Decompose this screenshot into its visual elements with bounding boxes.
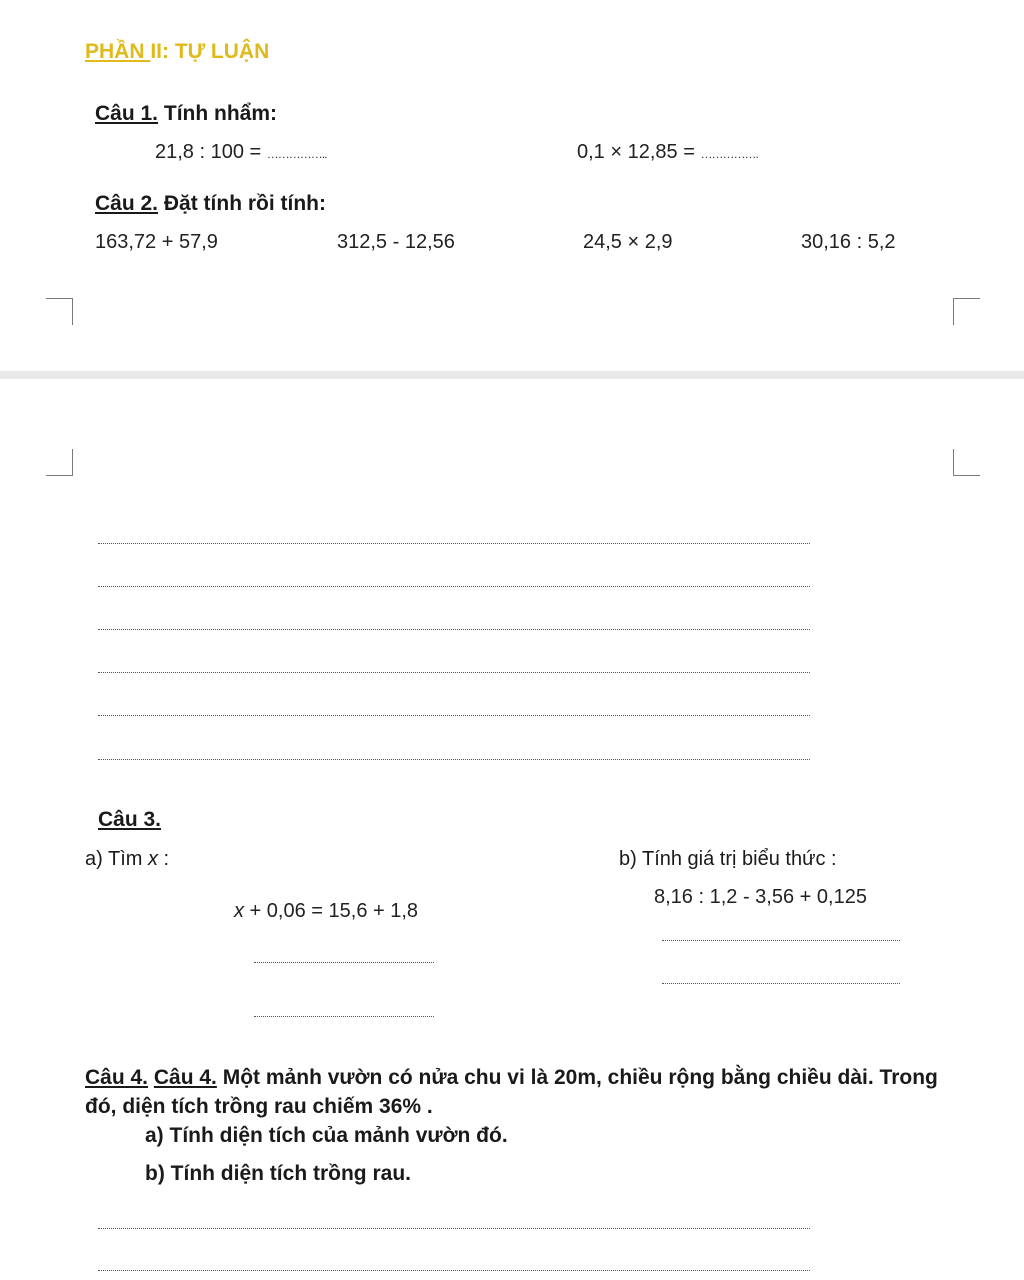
q3-part-b-label: b) Tính giá trị biểu thức : xyxy=(619,848,837,870)
q1-expr2 xyxy=(577,141,758,164)
q1-label: Câu 1. xyxy=(95,102,159,125)
page-break-gap xyxy=(0,371,1024,379)
q3-heading xyxy=(98,808,161,832)
q4-part-b: b) Tính diện tích trồng rau. xyxy=(145,1162,411,1185)
q3-a-var: x xyxy=(147,848,158,870)
q3-a-text: a) Tìm xyxy=(85,848,148,870)
q4-line2: đó, diện tích trồng rau chiếm 36% . xyxy=(85,1095,433,1118)
q1-title: Tính nhẩm: xyxy=(158,102,278,125)
answer-line xyxy=(98,543,810,544)
q4-label2: Câu 4. xyxy=(153,1066,217,1089)
page-corner-mark xyxy=(953,298,980,325)
q1-expr1-text: 21,8 : 100 = xyxy=(155,141,262,163)
q4-line1 xyxy=(85,1066,938,1090)
q2-item-3: 24,5 × 2,9 xyxy=(583,231,673,253)
answer-line xyxy=(98,759,810,760)
q2-title: Đặt tính rồi tính: xyxy=(158,192,327,215)
q1-fill2: ……………. xyxy=(700,147,758,161)
q2-item-4: 30,16 : 5,2 xyxy=(801,231,896,253)
q3-part-a-label xyxy=(85,848,169,871)
page-corner-mark xyxy=(46,449,73,476)
q3-b-expression: 8,16 : 1,2 - 3,56 + 0,125 xyxy=(654,886,867,908)
q1-fill1: …………….. xyxy=(266,147,327,161)
answer-line xyxy=(98,1228,810,1229)
answer-line xyxy=(98,586,810,587)
q4-label1: Câu 4. xyxy=(85,1066,149,1089)
q1-expr1 xyxy=(155,141,326,164)
q2-heading xyxy=(95,192,326,216)
q3-a-expr-var: x xyxy=(234,900,244,922)
q4-part-a: a) Tính diện tích của mảnh vườn đó. xyxy=(145,1124,508,1147)
page-corner-mark xyxy=(953,449,980,476)
q3-label: Câu 3. xyxy=(98,808,162,831)
q3-a-colon: : xyxy=(157,848,170,870)
answer-line xyxy=(662,940,900,941)
answer-line xyxy=(254,1016,434,1017)
q2-item-2: 312,5 - 12,56 xyxy=(337,231,455,253)
answer-line xyxy=(98,1270,810,1271)
section-title-part2: II: TỰ LUẬN xyxy=(150,40,270,63)
q1-expr2-text: 0,1 × 12,85 = xyxy=(577,141,695,163)
q4-line1-text: Một mảnh vườn có nửa chu vi là 20m, chiều rộng bằng chiều dài. Trong xyxy=(216,1066,938,1089)
answer-line xyxy=(254,962,434,963)
answer-line xyxy=(98,629,810,630)
q2-label: Câu 2. xyxy=(95,192,159,215)
answer-line xyxy=(662,983,900,984)
q3-a-expression xyxy=(234,900,418,923)
answer-line xyxy=(98,715,810,716)
q2-item-1: 163,72 + 57,9 xyxy=(95,231,218,253)
section-title xyxy=(85,40,269,64)
q1-heading xyxy=(95,102,277,126)
answer-line xyxy=(98,672,810,673)
section-title-part1: PHẦN xyxy=(85,40,151,63)
page-corner-mark xyxy=(46,298,73,325)
q3-a-expr-rest: + 0,06 = 15,6 + 1,8 xyxy=(244,900,419,922)
